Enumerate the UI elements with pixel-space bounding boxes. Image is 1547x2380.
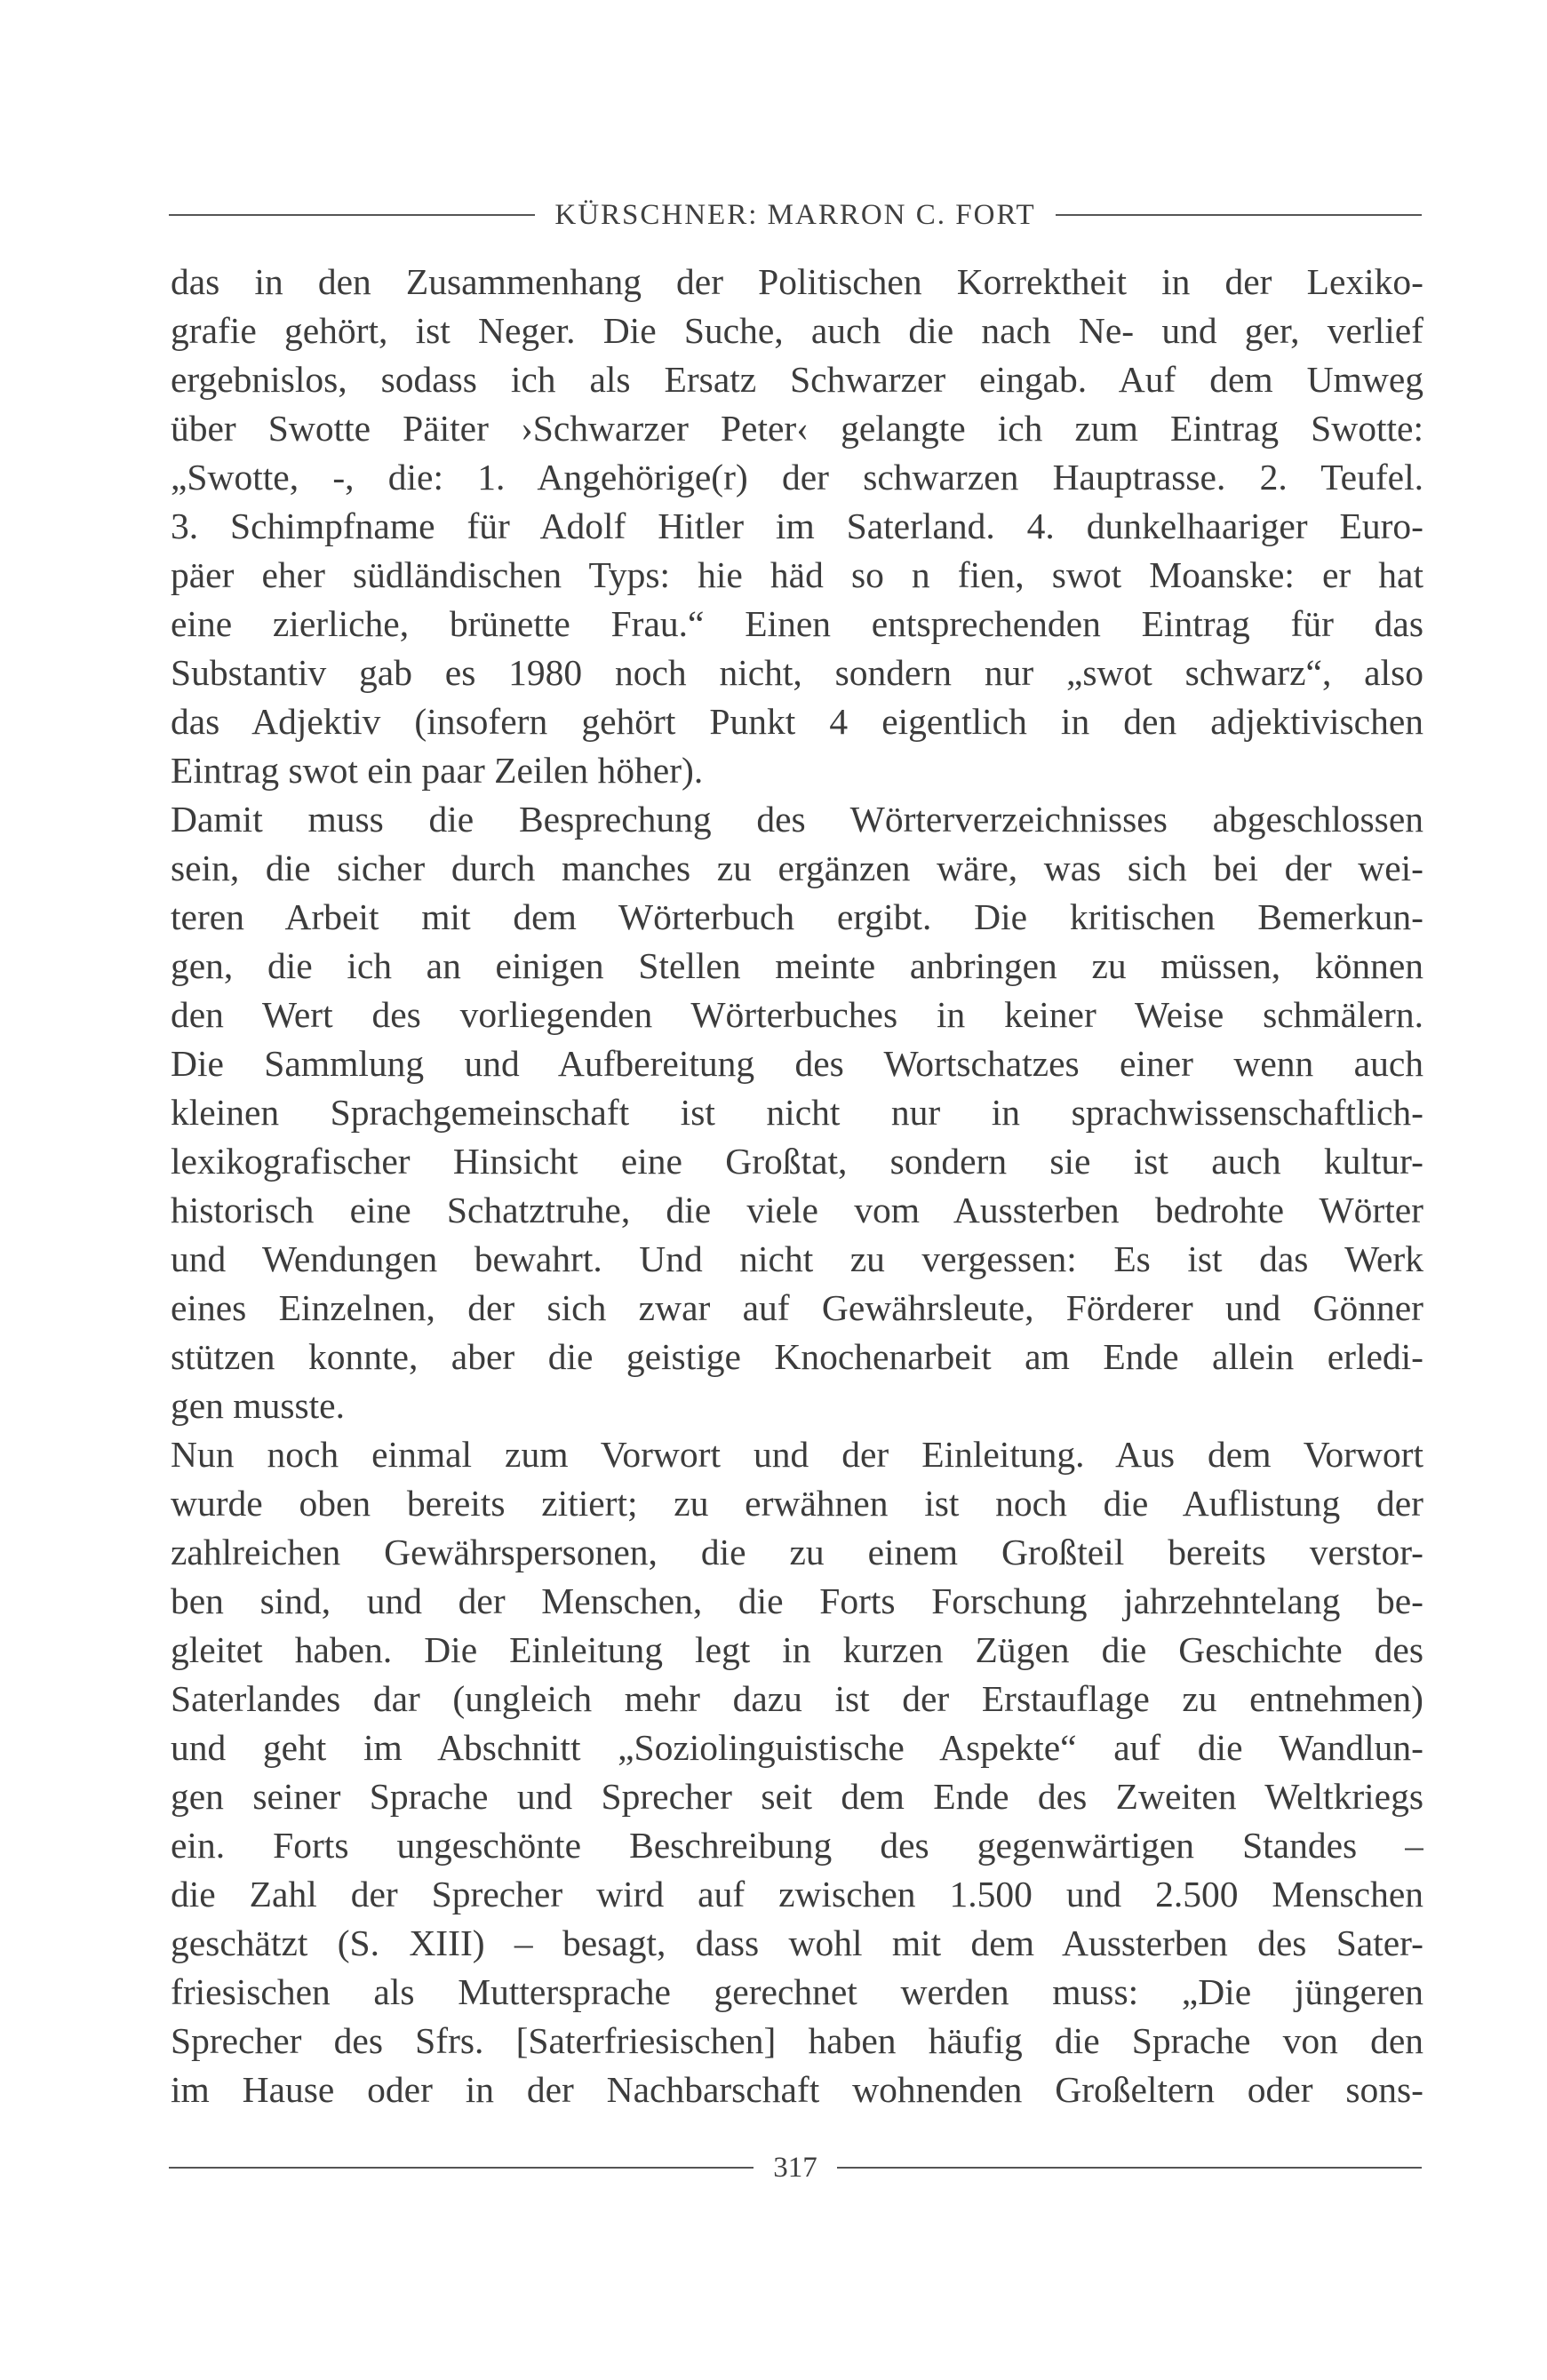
text-line: im Hause oder in der Nachbarschaft wohnenden Großeltern oder sons- [171,2069,1423,2110]
text-line: die Zahl der Sprecher wird auf zwischen 1.500 und 2.500 Menschen [171,1874,1423,1914]
running-header [169,197,1422,233]
text-line: den Wert des vorliegenden Wörterbuches in keiner Weise schmälern. [171,994,1423,1035]
text-line: ergebnislos, sodass ich als Ersatz Schwarzer eingab. Auf dem Umweg [171,359,1423,400]
text-line: teren Arbeit mit dem Wörterbuch ergibt. Die kritischen Bemerkun- [171,896,1423,937]
page-footer [169,2150,1422,2185]
text-line: geschätzt (S. XIII) – besagt, dass wohl mit dem Aussterben des Sater- [171,1922,1423,1963]
text-line: gen musste. [171,1385,345,1426]
text-line: ein. Forts ungeschönte Beschreibung des gegenwärtigen Standes – [171,1825,1423,1866]
running-title: KÜRSCHNER: MARRON C. FORT [554,198,1036,231]
text-line: Eintrag swot ein paar Zeilen höher). [171,750,704,791]
text-line: wurde oben bereits zitiert; zu erwähnen ist noch die Auflistung der [171,1483,1423,1524]
text-line: Sprecher des Sfrs. [Saterfriesischen] haben häufig die Sprache von den [171,2020,1423,2061]
text-line: grafie gehört, ist Neger. Die Suche, auch die nach Ne- und ger, verlief [171,310,1423,351]
text-line: Nun noch einmal zum Vorwort und der Einleitung. Aus dem Vorwort [171,1434,1423,1475]
text-line: Damit muss die Besprechung des Wörterverzeichnisses abgeschlossen [171,799,1423,840]
text-line: Substantiv gab es 1980 noch nicht, sondern nur „swot schwarz“, also [171,652,1423,693]
header-rule-left [169,214,535,216]
header-rule-right [1056,214,1422,216]
text-line: sein, die sicher durch manches zu ergänzen wäre, was sich bei der wei- [171,848,1423,888]
text-line: und geht im Abschnitt „Soziolinguistische Aspekte“ auf die Wandlun- [171,1727,1423,1768]
text-line: lexikografischer Hinsicht eine Großtat, sondern sie ist auch kultur- [171,1141,1423,1182]
text-line: ben sind, und der Menschen, die Forts Forschung jahrzehntelang be- [171,1580,1423,1621]
text-line: zahlreichen Gewährspersonen, die zu einem Großteil bereits verstor- [171,1532,1423,1572]
text-line: Saterlandes dar (ungleich mehr dazu ist der Erstauflage zu entnehmen) [171,1678,1423,1719]
text-line: 3. Schimpfname für Adolf Hitler im Saterland. 4. dunkelhaariger Euro- [171,505,1423,546]
text-line: historisch eine Schatztruhe, die viele vom Aussterben bedrohte Wörter [171,1190,1423,1230]
text-line: Die Sammlung und Aufbereitung des Wortschatzes einer wenn auch [171,1043,1423,1084]
page-number: 317 [773,2151,817,2184]
footer-rule-right [837,2167,1422,2169]
text-line: „Swotte, -, die: 1. Angehörige(r) der schwarzen Hauptrasse. 2. Teufel. [171,457,1423,497]
text-line: gen, die ich an einigen Stellen meinte anbringen zu müssen, können [171,945,1423,986]
text-line: päer eher südländischen Typs: hie häd so n fien, swot Moanske: er hat [171,554,1423,595]
text-line: über Swotte Päiter ›Schwarzer Peter‹ gelangte ich zum Eintrag Swotte: [171,408,1423,449]
text-line: kleinen Sprachgemeinschaft ist nicht nur in sprachwissenschaftlich- [171,1092,1423,1133]
text-line: das Adjektiv (insofern gehört Punkt 4 eigentlich in den adjektivischen [171,701,1423,742]
text-line: stützen konnte, aber die geistige Knochenarbeit am Ende allein erledi- [171,1336,1423,1377]
text-line: gleitet haben. Die Einleitung legt in kurzen Zügen die Geschichte des [171,1629,1423,1670]
footer-rule-left [169,2167,754,2169]
body-text [171,258,1423,2114]
text-line: und Wendungen bewahrt. Und nicht zu vergessen: Es ist das Werk [171,1238,1423,1279]
text-line: eines Einzelnen, der sich zwar auf Gewährsleute, Förderer und Gönner [171,1287,1423,1328]
text-line: friesischen als Muttersprache gerechnet werden muss: „Die jüngeren [171,1971,1423,2012]
text-line: gen seiner Sprache und Sprecher seit dem Ende des Zweiten Weltkriegs [171,1776,1423,1817]
text-line: eine zierliche, brünette Frau.“ Einen entsprechenden Eintrag für das [171,603,1423,644]
text-line: das in den Zusammenhang der Politischen Korrektheit in der Lexiko- [171,261,1423,302]
